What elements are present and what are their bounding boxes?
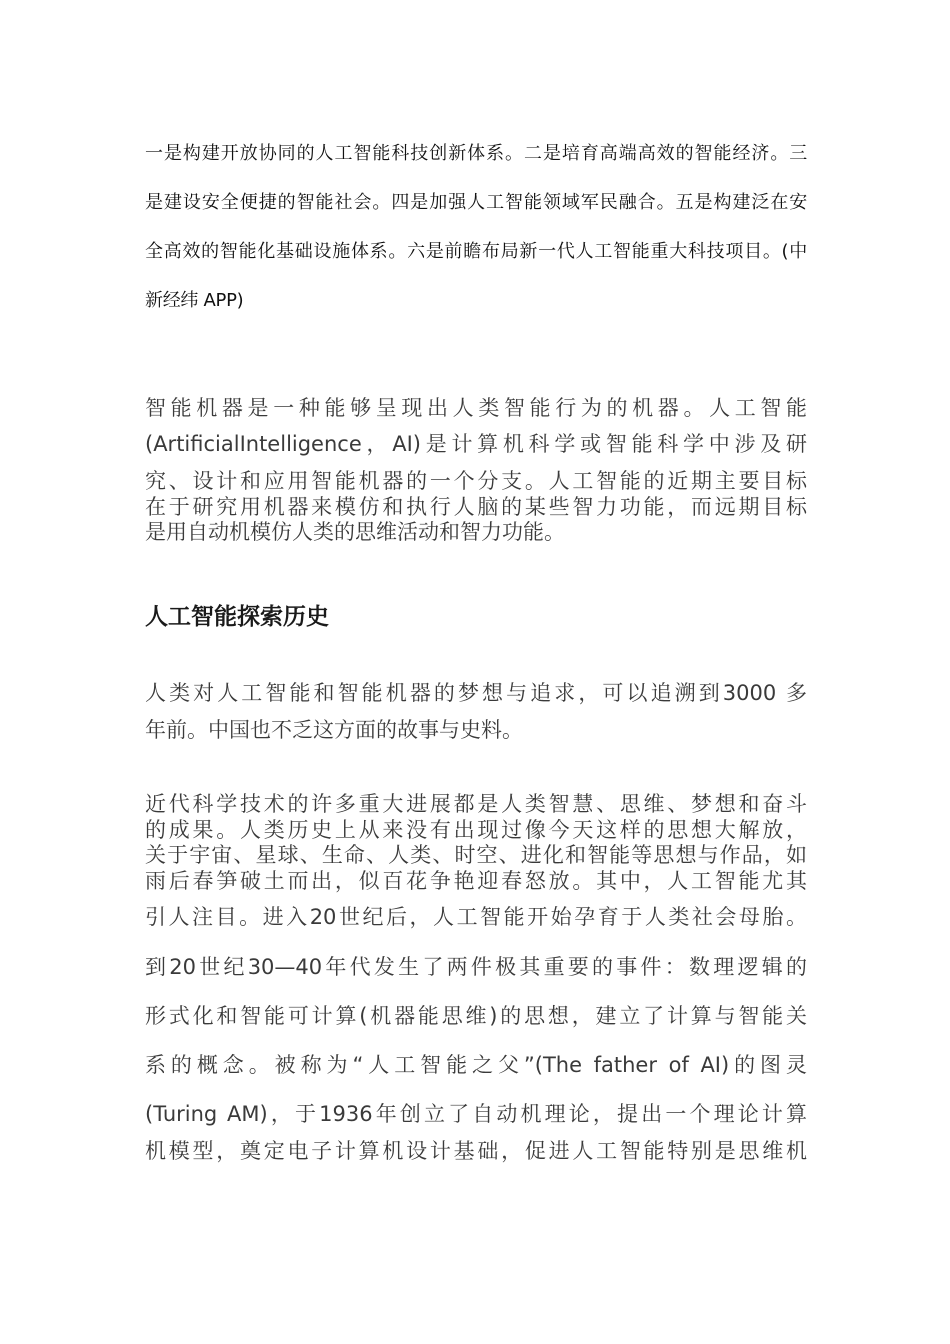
text-line: 在于研究用机器来模仿和执行人脑的某些智力功能，而远期目标 <box>145 495 807 519</box>
text-line: 人类对人工智能和智能机器的梦想与追求，可以追溯到3000 多 <box>145 681 807 705</box>
text-line: 智能机器是一种能够呈现出人类智能行为的机器。人工智能 <box>145 396 807 420</box>
text-line: 机模型，奠定电子计算机设计基础，促进人工智能特别是思维机 <box>145 1139 807 1163</box>
text-line: 新经纬 APP) <box>145 290 244 311</box>
text-line: 近代科学技术的许多重大进展都是人类智慧、思维、梦想和奋斗 <box>145 792 807 816</box>
text-line: 关于宇宙、星球、生命、人类、时空、进化和智能等思想与作品，如 <box>145 843 807 867</box>
text-line: 全高效的智能化基础设施体系。六是前瞻布局新一代人工智能重大科技项目。(中 <box>145 241 807 262</box>
text-line: 是建设安全便捷的智能社会。四是加强人工智能领域军民融合。五是构建泛在安 <box>145 192 807 213</box>
text-line: 年前。中国也不乏这方面的故事与史料。 <box>145 718 523 742</box>
text-line: (Turing AM)，于1936年创立了自动机理论，提出一个理论计算 <box>145 1102 807 1126</box>
text-line: 引人注目。进入20世纪后，人工智能开始孕育于人类社会母胎。 <box>145 905 807 929</box>
text-line: 形式化和智能可计算(机器能思维)的思想，建立了计算与智能关 <box>145 1004 807 1028</box>
text-line: 究、设计和应用智能机器的一个分支。人工智能的近期主要目标 <box>145 469 807 493</box>
text-line: 是用自动机模仿人类的思维活动和智力功能。 <box>145 520 565 544</box>
text-line: 的成果。人类历史上从来没有出现过像今天这样的思想大解放， <box>145 818 807 842</box>
text-line: 一是构建开放协同的人工智能科技创新体系。二是培育高端高效的智能经济。三 <box>145 143 807 164</box>
text-line: 系的概念。被称为“人工智能之父”(The father of AI)的图灵 <box>145 1053 807 1077</box>
text-line: 雨后春笋破土而出，似百花争艳迎春怒放。其中，人工智能尤其 <box>145 869 807 893</box>
section-heading: 人工智能探索历史 <box>145 604 329 630</box>
text-line: (ArtificialIntelligence，AI)是计算机科学或智能科学中涉及研 <box>145 432 807 456</box>
text-line: 到20世纪30—40年代发生了两件极其重要的事件：数理逻辑的 <box>145 955 807 979</box>
